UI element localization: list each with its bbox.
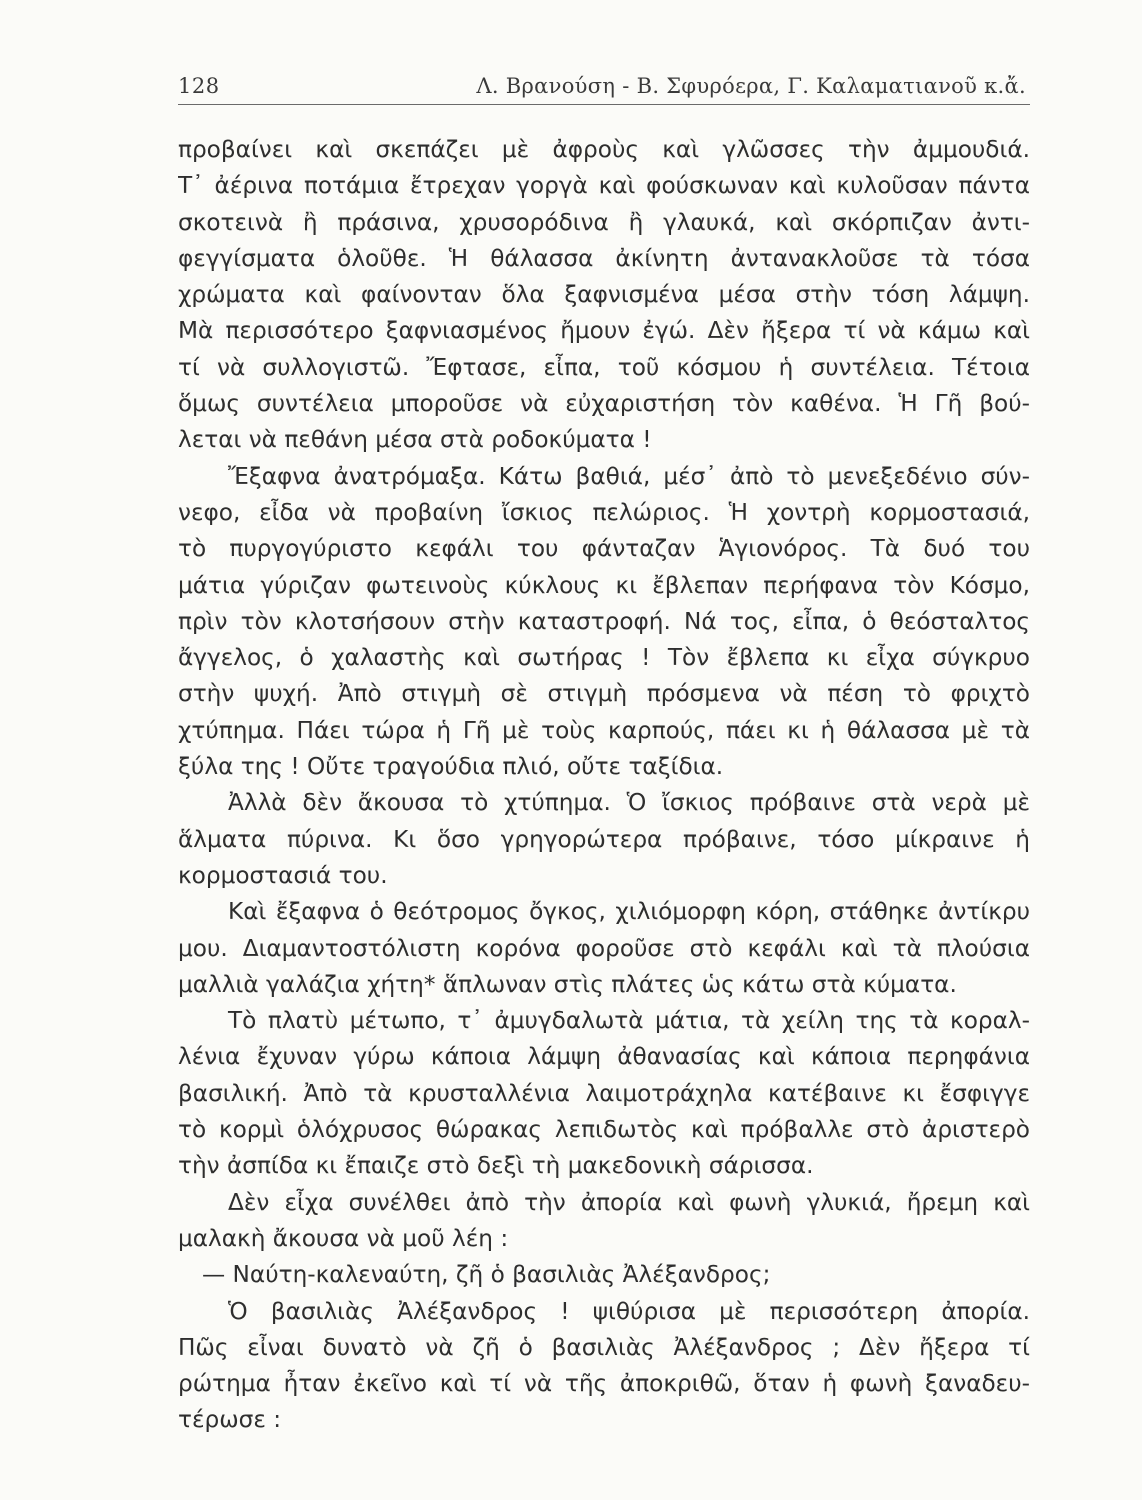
text-line: βασιλική. Ἀπὸ τὰ κρυσταλλένια λαιμοτράχηλα κατέβαινε κι ἔσφιγγε — [178, 1079, 1030, 1107]
text-line: προβαίνει καὶ σκεπάζει μὲ ἀφροὺς καὶ γλῶσσες τὴν ἀμμουδιά. — [178, 136, 1030, 163]
text-line: τὴν ἀσπίδα κι ἔπαιζε στὸ δεξὶ τὴ μακεδονικὴ σάρισσα. — [178, 1152, 814, 1180]
text-line: Ὁ βασιλιὰς Ἀλέξανδρος ! ψιθύρισα μὲ περισσότερη ἀπορία. — [228, 1297, 1030, 1325]
text-line: σκοτεινὰ ἢ πράσινα, χρυσορόδινα ἢ γλαυκά, καὶ σκόρπιζαν ἀντι- — [178, 208, 1030, 236]
text-line: λένια ἔχυναν γύρω κάποια λάμψη ἀθανασίας καὶ κάποια περηφάνια — [178, 1043, 1030, 1071]
text-line: Ἀλλὰ δὲν ἄκουσα τὸ χτύπημα. Ὁ ἴσκιος πρόβαινε στὰ νερὰ μὲ — [228, 789, 1030, 817]
text-line: φεγγίσματα ὁλοῦθε. Ἡ θάλασσα ἀκίνητη ἀντανακλοῦσε τὰ τόσα — [178, 244, 1030, 272]
text-line: μάτια γύριζαν φωτεινοὺς κύκλους κι ἔβλεπαν περήφανα τὸν Κόσμο, — [178, 571, 1030, 599]
text-line: μαλακὴ ἄκουσα νὰ μοῦ λέη : — [178, 1224, 509, 1252]
text-line: ἄγγελος, ὁ χαλαστὴς καὶ σωτήρας ! Τὸν ἔβλεπα κι εἶχα σύγκρυο — [178, 644, 1030, 672]
header-rule — [178, 104, 1030, 105]
text-line: χρώματα καὶ φαίνονταν ὅλα ξαφνισμένα μέσα στὴν τόση λάμψη. — [178, 281, 1030, 309]
text-line: στὴν ψυχή. Ἀπὸ στιγμὴ σὲ στιγμὴ πρόσμενα νὰ πέση τὸ φριχτὸ — [178, 680, 1030, 708]
text-line: ρώτημα ἦταν ἐκεῖνο καὶ τί νὰ τῆς ἀποκριθῶ, ὅταν ἡ φωνὴ ξαναδευ- — [178, 1370, 1030, 1398]
text-line: Δὲν εἶχα συνέλθει ἀπὸ τὴν ἀπορία καὶ φωνὴ γλυκιά, ἤρεμη καὶ — [228, 1188, 1030, 1216]
text-line: τὸ κορμὶ ὁλόχρυσος θώρακας λεπιδωτὸς καὶ πρόβαλλε στὸ ἀριστερὸ — [178, 1116, 1030, 1144]
page-header — [178, 66, 1030, 106]
page-number: 128 — [178, 74, 220, 98]
body-text — [178, 132, 1030, 1439]
dialogue-line: — Ναύτη-καλεναύτη, ζῆ ὁ βασιλιὰς Ἀλέξανδρος; — [202, 1261, 771, 1289]
text-line: Τὸ πλατὺ μέτωπο, τ᾽ ἀμυγδαλωτὰ μάτια, τὰ χείλη της τὰ κοραλ- — [228, 1007, 1030, 1035]
text-line: ὅμως συντέλεια μποροῦσε νὰ εὐχαριστήση τὸν καθένα. Ἡ Γῆ βού- — [178, 390, 1030, 418]
text-line: Πῶς εἶναι δυνατὸ νὰ ζῆ ὁ βασιλιὰς Ἀλέξανδρος ; Δὲν ἤξερα τί — [178, 1333, 1030, 1361]
text-line: Καὶ ἔξαφνα ὁ θεότρομος ὄγκος, χιλιόμορφη κόρη, στάθηκε ἀντίκρυ — [228, 898, 1030, 926]
text-line: τέρωσε : — [178, 1406, 282, 1434]
text-line: πρὶν τὸν κλοτσήσουν στὴν καταστροφή. Νά τος, εἶπα, ὁ θεόσταλτος — [178, 607, 1030, 635]
text-line: Τ᾽ ἀέρινα ποτάμια ἔτρεχαν γοργὰ καὶ φούσκωναν καὶ κυλοῦσαν πάντα — [178, 172, 1030, 200]
text-line: χτύπημα. Πάει τώρα ἡ Γῆ μὲ τοὺς καρπούς, πάει κι ἡ θάλασσα μὲ τὰ — [178, 716, 1030, 744]
text-line: λεται νὰ πεθάνη μέσα στὰ ροδοκύματα ! — [178, 426, 652, 454]
text-line: τί νὰ συλλογιστῶ. Ἔφτασε, εἶπα, τοῦ κόσμου ἡ συντέλεια. Τέτοια — [178, 353, 1030, 381]
text-line: μου. Διαμαντοστόλιστη κορόνα φοροῦσε στὸ κεφάλι καὶ τὰ πλούσια — [178, 934, 1030, 962]
text-line: τὸ πυργογύριστο κεφάλι του φάνταζαν Ἁγιονόρος. Τὰ δυό του — [178, 535, 1030, 563]
text-line: μαλλιὰ γαλάζια χήτη* ἅπλωναν στὶς πλάτες ὡς κάτω στὰ κύματα. — [178, 970, 957, 998]
text-line: κορμοστασιά του. — [178, 861, 388, 889]
text-line: Ἔξαφνα ἀνατρόμαξα. Κάτω βαθιά, μέσ᾽ ἀπὸ τὸ μενεξεδένιο σύν- — [228, 462, 1030, 490]
text-line: νεφο, εἶδα νὰ προβαίνη ἴσκιος πελώριος. Ἡ χοντρὴ κορμοστασιά, — [178, 498, 1030, 526]
text-line: ξύλα της ! Οὔτε τραγούδια πλιό, οὔτε ταξίδια. — [178, 753, 724, 781]
running-head: Λ. Βρανούση - Β. Σφυρόερα, Γ. Καλαματιανοῦ κ.ἄ. — [476, 74, 1026, 98]
text-line: ἅλματα πύρινα. Κι ὅσο γρηγορώτερα πρόβαινε, τόσο μίκραινε ἡ — [178, 825, 1030, 853]
text-line: Μὰ περισσότερο ξαφνιασμένος ἤμουν ἐγώ. Δὲν ἤξερα τί νὰ κάμω καὶ — [178, 317, 1030, 345]
